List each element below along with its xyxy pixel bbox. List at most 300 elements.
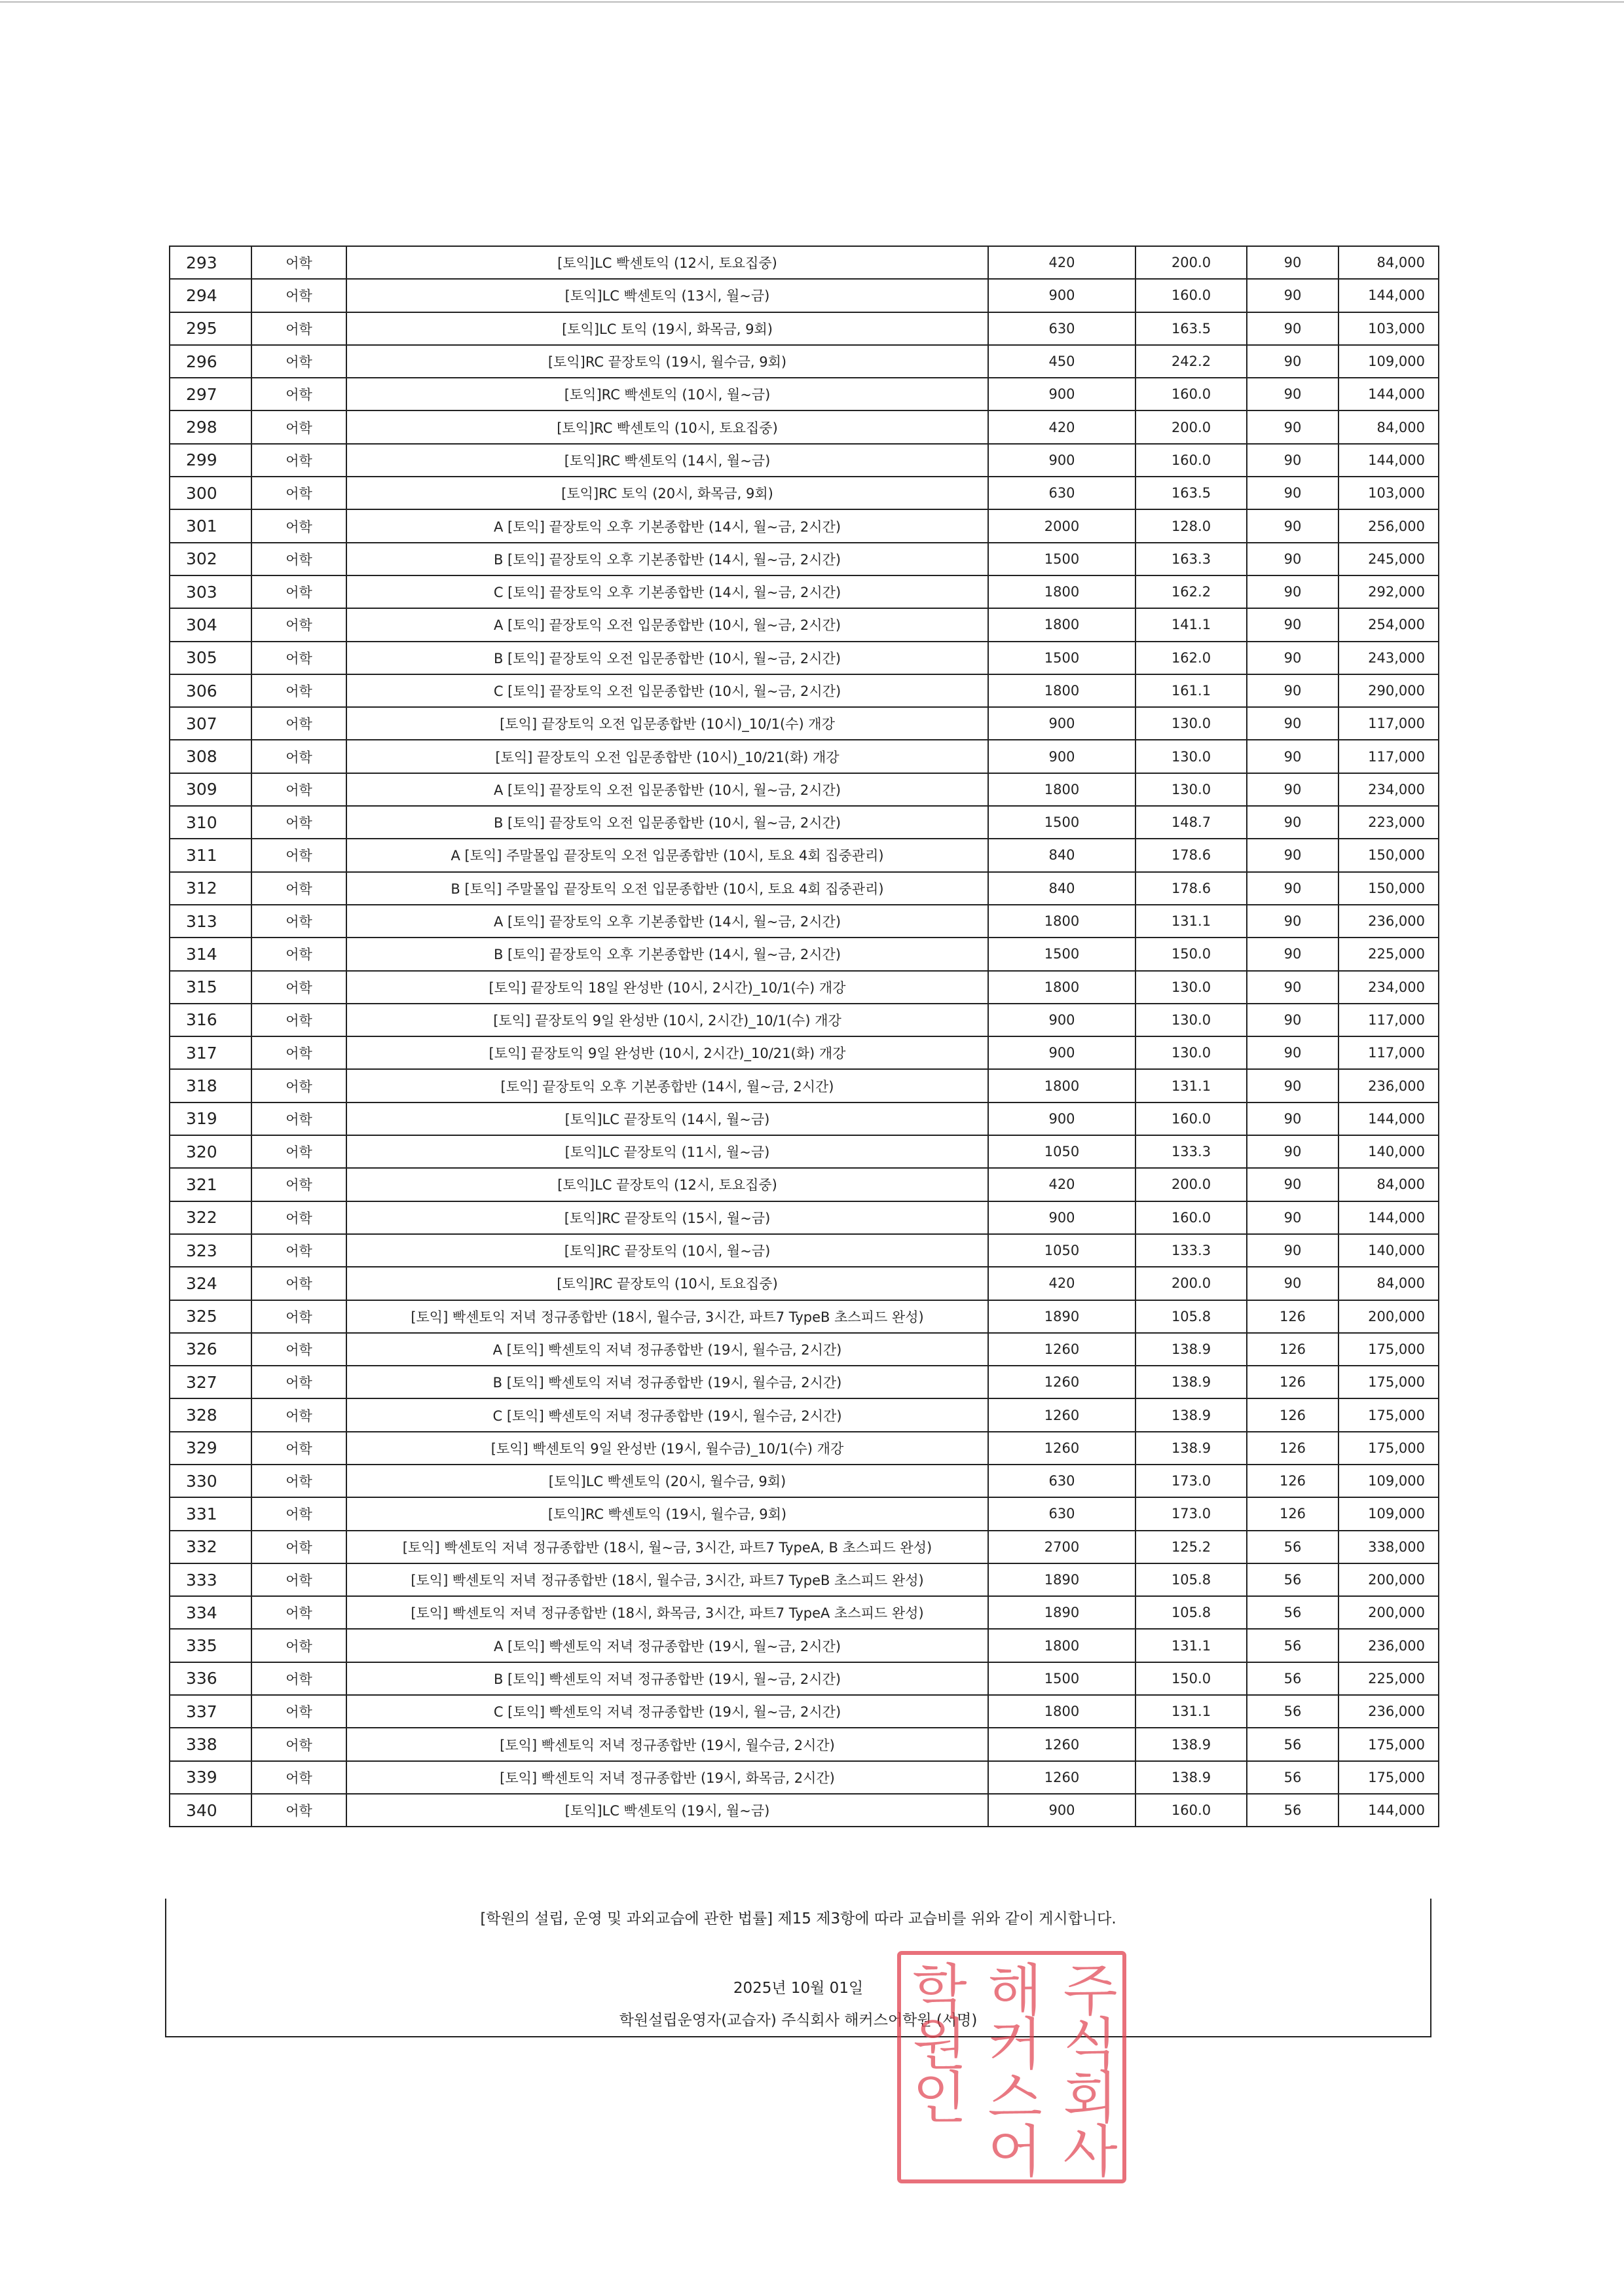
period-days-cell: 90	[1247, 773, 1338, 806]
fee-per-minute-cell: 200.0	[1135, 410, 1247, 443]
period-days-cell: 90	[1247, 1201, 1338, 1234]
tuition-total-cell: 144,000	[1338, 378, 1439, 410]
period-days-cell: 126	[1247, 1398, 1338, 1431]
table-row	[170, 1102, 1439, 1135]
tuition-total-cell: 175,000	[1338, 1366, 1439, 1398]
row-number: 332	[170, 1531, 251, 1563]
tuition-total-cell: 338,000	[1338, 1531, 1439, 1563]
course-name-cell: [토익] 빡센토익 저녁 정규종합반 (18시, 월수금, 3시간, 파트7 TypeB 초스피드 완성)	[346, 1563, 988, 1596]
fee-per-minute-cell: 160.0	[1135, 1794, 1247, 1827]
course-name-cell: B [토익] 빡센토익 저녁 정규종합반 (19시, 월~금, 2시간)	[346, 1662, 988, 1695]
tuition-total-cell: 290,000	[1338, 674, 1439, 707]
period-days-cell: 126	[1247, 1465, 1338, 1497]
table-row	[170, 1432, 1439, 1465]
fee-per-minute-cell: 163.5	[1135, 312, 1247, 345]
total-minutes-cell: 1500	[988, 806, 1135, 839]
subject-cell: 어학	[251, 509, 346, 542]
subject-cell: 어학	[251, 1695, 346, 1728]
row-number: 328	[170, 1398, 251, 1431]
subject-cell: 어학	[251, 1563, 346, 1596]
course-name-cell: [토익]RC 끝장토익 (10시, 토요집중)	[346, 1267, 988, 1300]
total-minutes-cell: 840	[988, 872, 1135, 905]
period-days-cell: 90	[1247, 1004, 1338, 1036]
fee-per-minute-cell: 131.1	[1135, 1629, 1247, 1662]
total-minutes-cell: 1050	[988, 1135, 1135, 1168]
total-minutes-cell: 1800	[988, 1629, 1135, 1662]
period-days-cell: 126	[1247, 1300, 1338, 1333]
period-days-cell: 90	[1247, 444, 1338, 477]
course-name-cell: [토익]RC 빡센토익 (19시, 월수금, 9회)	[346, 1497, 988, 1530]
fee-per-minute-cell: 160.0	[1135, 444, 1247, 477]
row-number: 298	[170, 410, 251, 443]
fee-per-minute-cell: 105.8	[1135, 1300, 1247, 1333]
fee-per-minute-cell: 130.0	[1135, 740, 1247, 773]
table-row	[170, 1794, 1439, 1827]
course-name-cell: [토익] 끝장토익 9일 완성반 (10시, 2시간)_10/21(화) 개강	[346, 1036, 988, 1069]
table-row	[170, 378, 1439, 410]
seal-glyph: 스	[987, 2066, 1043, 2131]
table-row	[170, 872, 1439, 905]
total-minutes-cell: 630	[988, 1465, 1135, 1497]
tuition-total-cell: 103,000	[1338, 477, 1439, 509]
subject-cell: 어학	[251, 1432, 346, 1465]
course-name-cell: A [토익] 끝장토익 오후 기본종합반 (14시, 월~금, 2시간)	[346, 509, 988, 542]
row-number: 333	[170, 1563, 251, 1596]
fee-per-minute-cell: 150.0	[1135, 938, 1247, 970]
period-days-cell: 90	[1247, 1036, 1338, 1069]
table-row	[170, 839, 1439, 871]
row-number: 321	[170, 1168, 251, 1201]
table-row	[170, 938, 1439, 970]
course-name-cell: B [토익] 끝장토익 오전 입문종합반 (10시, 월~금, 2시간)	[346, 806, 988, 839]
row-number: 317	[170, 1036, 251, 1069]
subject-cell: 어학	[251, 608, 346, 641]
fee-per-minute-cell: 105.8	[1135, 1596, 1247, 1629]
total-minutes-cell: 900	[988, 1201, 1135, 1234]
fee-per-minute-cell: 200.0	[1135, 1168, 1247, 1201]
period-days-cell: 56	[1247, 1728, 1338, 1760]
course-name-cell: A [토익] 끝장토익 오전 입문종합반 (10시, 월~금, 2시간)	[346, 773, 988, 806]
tuition-total-cell: 245,000	[1338, 543, 1439, 575]
period-days-cell: 90	[1247, 905, 1338, 938]
course-name-cell: [토익]LC 끝장토익 (11시, 월~금)	[346, 1135, 988, 1168]
tuition-total-cell: 103,000	[1338, 312, 1439, 345]
period-days-cell: 56	[1247, 1629, 1338, 1662]
total-minutes-cell: 1890	[988, 1596, 1135, 1629]
law-notice: [학원의 설립, 운영 및 과외교습에 관한 법률] 제15 제3항에 따라 교습비를 위와 같이 게시합니다.	[480, 1910, 1116, 1927]
row-number: 314	[170, 938, 251, 970]
total-minutes-cell: 1260	[988, 1761, 1135, 1794]
subject-cell: 어학	[251, 246, 346, 279]
tuition-total-cell: 225,000	[1338, 938, 1439, 970]
course-name-cell: [토익]LC 빡센토익 (12시, 토요집중)	[346, 246, 988, 279]
subject-cell: 어학	[251, 740, 346, 773]
subject-cell: 어학	[251, 1366, 346, 1398]
table-row	[170, 312, 1439, 345]
row-number: 303	[170, 575, 251, 608]
table-row	[170, 1531, 1439, 1563]
total-minutes-cell: 1500	[988, 543, 1135, 575]
tuition-total-cell: 109,000	[1338, 1497, 1439, 1530]
fee-per-minute-cell: 160.0	[1135, 378, 1247, 410]
fee-per-minute-cell: 131.1	[1135, 905, 1247, 938]
row-number: 296	[170, 345, 251, 378]
fee-per-minute-cell: 138.9	[1135, 1432, 1247, 1465]
subject-cell: 어학	[251, 279, 346, 312]
fee-per-minute-cell: 160.0	[1135, 279, 1247, 312]
subject-cell: 어학	[251, 1761, 346, 1794]
total-minutes-cell: 420	[988, 246, 1135, 279]
subject-cell: 어학	[251, 444, 346, 477]
period-days-cell: 126	[1247, 1497, 1338, 1530]
course-name-cell: B [토익] 주말몰입 끝장토익 오전 입문종합반 (10시, 토요 4회 집중관리)	[346, 872, 988, 905]
period-days-cell: 90	[1247, 674, 1338, 707]
fee-per-minute-cell: 242.2	[1135, 345, 1247, 378]
tuition-total-cell: 144,000	[1338, 1794, 1439, 1827]
subject-cell: 어학	[251, 1662, 346, 1695]
fee-per-minute-cell: 163.3	[1135, 543, 1247, 575]
fee-per-minute-cell: 105.8	[1135, 1563, 1247, 1596]
total-minutes-cell: 1800	[988, 905, 1135, 938]
posting-date: 2025년 10월 01일	[733, 1980, 864, 1997]
table-row	[170, 1234, 1439, 1267]
seal-glyph: 커	[987, 2012, 1043, 2077]
period-days-cell: 90	[1247, 477, 1338, 509]
tuition-total-cell: 144,000	[1338, 1201, 1439, 1234]
subject-cell: 어학	[251, 543, 346, 575]
subject-cell: 어학	[251, 1398, 346, 1431]
total-minutes-cell: 1800	[988, 773, 1135, 806]
table-row	[170, 674, 1439, 707]
period-days-cell: 90	[1247, 1234, 1338, 1267]
tuition-total-cell: 200,000	[1338, 1596, 1439, 1629]
tuition-fee-table	[169, 246, 1439, 1827]
subject-cell: 어학	[251, 1102, 346, 1135]
tuition-total-cell: 234,000	[1338, 773, 1439, 806]
period-days-cell: 126	[1247, 1333, 1338, 1366]
total-minutes-cell: 1800	[988, 575, 1135, 608]
fee-per-minute-cell: 131.1	[1135, 1695, 1247, 1728]
total-minutes-cell: 630	[988, 477, 1135, 509]
fee-per-minute-cell: 173.0	[1135, 1465, 1247, 1497]
period-days-cell: 90	[1247, 608, 1338, 641]
course-name-cell: [토익] 빡센토익 저녁 정규종합반 (19시, 월수금, 2시간)	[346, 1728, 988, 1760]
course-name-cell: [토익]RC 토익 (20시, 화목금, 9회)	[346, 477, 988, 509]
subject-cell: 어학	[251, 674, 346, 707]
seal-glyph: 사	[1063, 2119, 1118, 2185]
course-name-cell: [토익] 빡센토익 저녁 정규종합반 (18시, 화목금, 3시간, 파트7 TypeA 초스피드 완성)	[346, 1596, 988, 1629]
period-days-cell: 90	[1247, 543, 1338, 575]
period-days-cell: 90	[1247, 1267, 1338, 1300]
fee-per-minute-cell: 162.2	[1135, 575, 1247, 608]
subject-cell: 어학	[251, 905, 346, 938]
fee-per-minute-cell: 173.0	[1135, 1497, 1247, 1530]
subject-cell: 어학	[251, 345, 346, 378]
total-minutes-cell: 1260	[988, 1398, 1135, 1431]
fee-per-minute-cell: 133.3	[1135, 1234, 1247, 1267]
subject-cell: 어학	[251, 1629, 346, 1662]
operator-signature-line: 학원설립운영자(교습자) 주식회사 해커스어학원 (서명)	[619, 2012, 978, 2029]
period-days-cell: 56	[1247, 1761, 1338, 1794]
total-minutes-cell: 900	[988, 740, 1135, 773]
subject-cell: 어학	[251, 477, 346, 509]
subject-cell: 어학	[251, 1267, 346, 1300]
row-number: 302	[170, 543, 251, 575]
table-row	[170, 1366, 1439, 1398]
fee-per-minute-cell: 128.0	[1135, 509, 1247, 542]
course-name-cell: B [토익] 끝장토익 오후 기본종합반 (14시, 월~금, 2시간)	[346, 938, 988, 970]
table-row	[170, 1300, 1439, 1333]
subject-cell: 어학	[251, 806, 346, 839]
total-minutes-cell: 2700	[988, 1531, 1135, 1563]
tuition-total-cell: 117,000	[1338, 707, 1439, 740]
subject-cell: 어학	[251, 1794, 346, 1827]
fee-per-minute-cell: 133.3	[1135, 1135, 1247, 1168]
tuition-total-cell: 236,000	[1338, 1695, 1439, 1728]
company-seal-stamp	[894, 1948, 1130, 2187]
period-days-cell: 90	[1247, 839, 1338, 871]
table-row	[170, 543, 1439, 575]
seal-glyph: 해	[987, 1958, 1043, 2024]
period-days-cell: 90	[1247, 1135, 1338, 1168]
course-name-cell: C [토익] 빡센토익 저녁 정규종합반 (19시, 월~금, 2시간)	[346, 1695, 988, 1728]
period-days-cell: 90	[1247, 246, 1338, 279]
course-name-cell: [토익]RC 끝장토익 (10시, 월~금)	[346, 1234, 988, 1267]
tuition-total-cell: 84,000	[1338, 1267, 1439, 1300]
period-days-cell: 90	[1247, 740, 1338, 773]
table-row	[170, 279, 1439, 312]
total-minutes-cell: 1260	[988, 1366, 1135, 1398]
total-minutes-cell: 1890	[988, 1300, 1135, 1333]
table-row	[170, 1036, 1439, 1069]
table-row	[170, 806, 1439, 839]
course-name-cell: [토익]LC 빡센토익 (13시, 월~금)	[346, 279, 988, 312]
seal-glyph: 주	[1063, 1958, 1118, 2024]
period-days-cell: 90	[1247, 279, 1338, 312]
subject-cell: 어학	[251, 1300, 346, 1333]
row-number: 335	[170, 1629, 251, 1662]
table-row	[170, 1563, 1439, 1596]
subject-cell: 어학	[251, 312, 346, 345]
fee-per-minute-cell: 131.1	[1135, 1069, 1247, 1102]
tuition-total-cell: 236,000	[1338, 905, 1439, 938]
row-number: 329	[170, 1432, 251, 1465]
fee-per-minute-cell: 161.1	[1135, 674, 1247, 707]
row-number: 325	[170, 1300, 251, 1333]
total-minutes-cell: 1500	[988, 938, 1135, 970]
table-row	[170, 971, 1439, 1004]
tuition-total-cell: 150,000	[1338, 839, 1439, 871]
table-row	[170, 575, 1439, 608]
period-days-cell: 90	[1247, 971, 1338, 1004]
tuition-total-cell: 175,000	[1338, 1761, 1439, 1794]
total-minutes-cell: 1890	[988, 1563, 1135, 1596]
row-number: 300	[170, 477, 251, 509]
table-row	[170, 1398, 1439, 1431]
fee-per-minute-cell: 138.9	[1135, 1333, 1247, 1366]
total-minutes-cell: 1800	[988, 971, 1135, 1004]
tuition-total-cell: 175,000	[1338, 1398, 1439, 1431]
row-number: 340	[170, 1794, 251, 1827]
tuition-total-cell: 84,000	[1338, 246, 1439, 279]
period-days-cell: 90	[1247, 642, 1338, 674]
total-minutes-cell: 1260	[988, 1333, 1135, 1366]
subject-cell: 어학	[251, 1596, 346, 1629]
row-number: 326	[170, 1333, 251, 1366]
period-days-cell: 90	[1247, 1069, 1338, 1102]
table-row	[170, 477, 1439, 509]
fee-per-minute-cell: 148.7	[1135, 806, 1247, 839]
row-number: 331	[170, 1497, 251, 1530]
tuition-total-cell: 140,000	[1338, 1234, 1439, 1267]
row-number: 304	[170, 608, 251, 641]
subject-cell: 어학	[251, 971, 346, 1004]
tuition-total-cell: 243,000	[1338, 642, 1439, 674]
table-body	[170, 246, 1439, 1827]
total-minutes-cell: 900	[988, 378, 1135, 410]
fee-per-minute-cell: 162.0	[1135, 642, 1247, 674]
course-name-cell: A [토익] 끝장토익 오전 입문종합반 (10시, 월~금, 2시간)	[346, 608, 988, 641]
course-name-cell: [토익]LC 토익 (19시, 화목금, 9회)	[346, 312, 988, 345]
table-row	[170, 1168, 1439, 1201]
tuition-total-cell: 200,000	[1338, 1300, 1439, 1333]
row-number: 319	[170, 1102, 251, 1135]
row-number: 308	[170, 740, 251, 773]
fee-per-minute-cell: 130.0	[1135, 773, 1247, 806]
table-row	[170, 707, 1439, 740]
seal-glyph: 원	[912, 2012, 967, 2077]
tuition-total-cell: 200,000	[1338, 1563, 1439, 1596]
course-name-cell: [토익]RC 끝장토익 (19시, 월수금, 9회)	[346, 345, 988, 378]
seal-glyph: 학	[912, 1958, 967, 2024]
subject-cell: 어학	[251, 1234, 346, 1267]
fee-per-minute-cell: 178.6	[1135, 839, 1247, 871]
course-name-cell: [토익]LC 끝장토익 (12시, 토요집중)	[346, 1168, 988, 1201]
row-number: 305	[170, 642, 251, 674]
fee-per-minute-cell: 160.0	[1135, 1201, 1247, 1234]
row-number: 337	[170, 1695, 251, 1728]
tuition-total-cell: 175,000	[1338, 1432, 1439, 1465]
fee-per-minute-cell: 160.0	[1135, 1102, 1247, 1135]
tuition-total-cell: 225,000	[1338, 1662, 1439, 1695]
period-days-cell: 90	[1247, 509, 1338, 542]
course-name-cell: A [토익] 빡센토익 저녁 정규종합반 (19시, 월수금, 2시간)	[346, 1333, 988, 1366]
period-days-cell: 56	[1247, 1695, 1338, 1728]
subject-cell: 어학	[251, 1531, 346, 1563]
subject-cell: 어학	[251, 872, 346, 905]
subject-cell: 어학	[251, 575, 346, 608]
table-row	[170, 1201, 1439, 1234]
period-days-cell: 90	[1247, 345, 1338, 378]
tuition-total-cell: 117,000	[1338, 740, 1439, 773]
period-days-cell: 90	[1247, 938, 1338, 970]
course-name-cell: C [토익] 끝장토익 오전 입문종합반 (10시, 월~금, 2시간)	[346, 674, 988, 707]
course-name-cell: B [토익] 빡센토익 저녁 정규종합반 (19시, 월수금, 2시간)	[346, 1366, 988, 1398]
total-minutes-cell: 900	[988, 1794, 1135, 1827]
total-minutes-cell: 900	[988, 1004, 1135, 1036]
row-number: 316	[170, 1004, 251, 1036]
total-minutes-cell: 420	[988, 410, 1135, 443]
tuition-total-cell: 84,000	[1338, 410, 1439, 443]
table-row	[170, 1596, 1439, 1629]
table-row	[170, 905, 1439, 938]
total-minutes-cell: 1800	[988, 608, 1135, 641]
total-minutes-cell: 420	[988, 1267, 1135, 1300]
seal-glyph: 인	[912, 2066, 967, 2131]
subject-cell: 어학	[251, 1036, 346, 1069]
fee-per-minute-cell: 141.1	[1135, 608, 1247, 641]
total-minutes-cell: 900	[988, 444, 1135, 477]
row-number: 313	[170, 905, 251, 938]
row-number: 339	[170, 1761, 251, 1794]
seal-glyph: 식	[1063, 2012, 1118, 2077]
tuition-total-cell: 117,000	[1338, 1004, 1439, 1036]
subject-cell: 어학	[251, 773, 346, 806]
row-number: 330	[170, 1465, 251, 1497]
period-days-cell: 90	[1247, 1102, 1338, 1135]
course-name-cell: A [토익] 빡센토익 저녁 정규종합반 (19시, 월~금, 2시간)	[346, 1629, 988, 1662]
fee-per-minute-cell: 150.0	[1135, 1662, 1247, 1695]
total-minutes-cell: 840	[988, 839, 1135, 871]
total-minutes-cell: 900	[988, 279, 1135, 312]
row-number: 299	[170, 444, 251, 477]
table-row	[170, 345, 1439, 378]
table-row	[170, 773, 1439, 806]
seal-glyph: 회	[1063, 2066, 1118, 2131]
subject-cell: 어학	[251, 378, 346, 410]
course-name-cell: [토익]RC 빡센토익 (10시, 토요집중)	[346, 410, 988, 443]
tuition-total-cell: 109,000	[1338, 345, 1439, 378]
subject-cell: 어학	[251, 1465, 346, 1497]
fee-per-minute-cell: 200.0	[1135, 1267, 1247, 1300]
row-number: 294	[170, 279, 251, 312]
table-row	[170, 1629, 1439, 1662]
row-number: 295	[170, 312, 251, 345]
subject-cell: 어학	[251, 1333, 346, 1366]
period-days-cell: 126	[1247, 1366, 1338, 1398]
course-name-cell: [토익] 빡센토익 9일 완성반 (19시, 월수금)_10/1(수) 개강	[346, 1432, 988, 1465]
course-name-cell: [토익]LC 빡센토익 (19시, 월~금)	[346, 1794, 988, 1827]
period-days-cell: 90	[1247, 410, 1338, 443]
course-name-cell: [토익] 끝장토익 오전 입문종합반 (10시)_10/21(화) 개강	[346, 740, 988, 773]
total-minutes-cell: 1800	[988, 674, 1135, 707]
subject-cell: 어학	[251, 839, 346, 871]
table-row	[170, 410, 1439, 443]
table-row	[170, 1728, 1439, 1760]
fee-per-minute-cell: 200.0	[1135, 246, 1247, 279]
row-number: 324	[170, 1267, 251, 1300]
row-number: 311	[170, 839, 251, 871]
row-number: 322	[170, 1201, 251, 1234]
row-number: 293	[170, 246, 251, 279]
course-name-cell: [토익] 빡센토익 저녁 정규종합반 (18시, 월수금, 3시간, 파트7 TypeB 초스피드 완성)	[346, 1300, 988, 1333]
tuition-total-cell: 175,000	[1338, 1333, 1439, 1366]
course-name-cell: C [토익] 빡센토익 저녁 정규종합반 (19시, 월수금, 2시간)	[346, 1398, 988, 1431]
period-days-cell: 90	[1247, 872, 1338, 905]
period-days-cell: 90	[1247, 806, 1338, 839]
course-name-cell: A [토익] 끝장토익 오후 기본종합반 (14시, 월~금, 2시간)	[346, 905, 988, 938]
total-minutes-cell: 1050	[988, 1234, 1135, 1267]
period-days-cell: 56	[1247, 1563, 1338, 1596]
tuition-total-cell: 109,000	[1338, 1465, 1439, 1497]
tuition-total-cell: 234,000	[1338, 971, 1439, 1004]
course-name-cell: [토익] 끝장토익 오후 기본종합반 (14시, 월~금, 2시간)	[346, 1069, 988, 1102]
fee-per-minute-cell: 130.0	[1135, 1036, 1247, 1069]
total-minutes-cell: 2000	[988, 509, 1135, 542]
table-row	[170, 1761, 1439, 1794]
course-name-cell: C [토익] 끝장토익 오후 기본종합반 (14시, 월~금, 2시간)	[346, 575, 988, 608]
table-row	[170, 1333, 1439, 1366]
